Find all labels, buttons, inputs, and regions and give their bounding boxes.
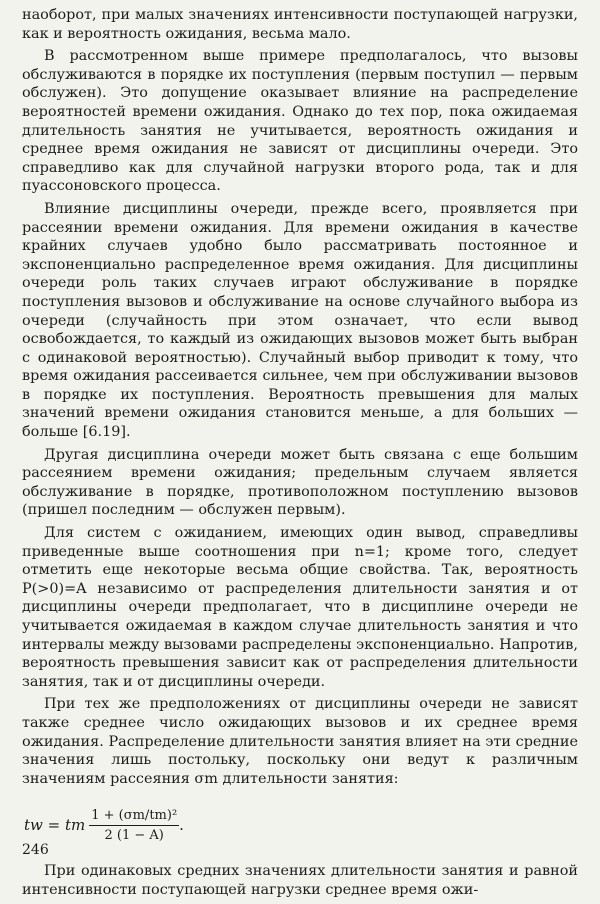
formula-lhs: tw = tm [24, 816, 86, 835]
paragraph-1: наоборот, при малых значениях интенсивности поступающей нагрузки, как и вероятность ожидания, весьма мало. [22, 7, 578, 42]
page-number: 246 [22, 842, 49, 858]
formula [24, 802, 578, 848]
paragraph-5: Для систем с ожиданием, имеющих один вывод, справедливы приведенные выше соотношения при n=1; кроме того, следует отметить еще некоторые весьма общие свойства. Так, вероятность P(>0)=A независимо от распределения длительности занятия и от дисциплины очереди предполагает, что в дисциплине очереди не учитывается ожидаемая в каждом случае длительность занятия и что интервалы между вызовами распределены экспоненциально. Напротив, вероятность превышения зависит как от распределения длительности занятия, так и от дисциплины очереди. [22, 525, 578, 690]
formula-numerator: 1 + (σm/tm)² [89, 808, 179, 826]
formula-denominator: 2 (1 − A) [104, 827, 164, 843]
paragraph-3: Влияние дисциплины очереди, прежде всего, проявляется при рассеянии времени ожидания. Для времени ожидания в качестве крайних случаев удобно было рассматривать постоянное и экспоненциально распределенное время ожидания. Для дисциплины очереди роль таких случаев играют обслуживание в порядке поступления вызовов и обслуживание на основе случайного выбора из очереди (случайность при этом означает, что если вывод освобождается, то каждый из ожидающих вызовов может быть выбран с одинаковой вероятностью). Случайный выбор приводит к тому, что время ожидания рассеивается сильнее, чем при обслуживании вызовов в порядке их поступления. Вероятность превышения для малых значений времени ожидания становится меньше, а для больших — больше [6.19]. [22, 200, 578, 441]
paragraph-7: При одинаковых средних значениях длительности занятия и равной интенсивности поступающей нагрузки среднее время ожи- [22, 863, 578, 898]
page-body [22, 6, 578, 904]
paragraph-2: В рассмотренном выше примере предполагалось, что вызовы обслуживаются в порядке их поступления (первым поступил — первым обслужен). Это допущение оказывает влияние на распределение вероятностей времени ожидания. Однако до тех пор, пока ожидаемая длительность занятия не учитывается, вероятность ожидания и среднее время ожидания не зависят от дисциплины очереди. Это справедливо как для случайной нагрузки второго рода, так и для пуассоновского процесса. [22, 48, 578, 195]
formula-fraction [89, 808, 179, 843]
paragraph-6: При тех же предположениях от дисциплины очереди не зависят также среднее число ожидающих вызовов и их среднее время ожидания. Распределение длительности занятия влияет на эти средние значения лишь постольку, поскольку они ведут к различным значениям рассеяния σm длительности занятия: [22, 696, 578, 787]
formula-end: . [179, 816, 184, 835]
paragraph-4: Другая дисциплина очереди может быть связана с еще большим рассеянием времени ожидания; предельным случаем является обслуживание в порядке, противоположном поступлению вызовов (пришел последним — обслужен первым). [22, 446, 578, 519]
